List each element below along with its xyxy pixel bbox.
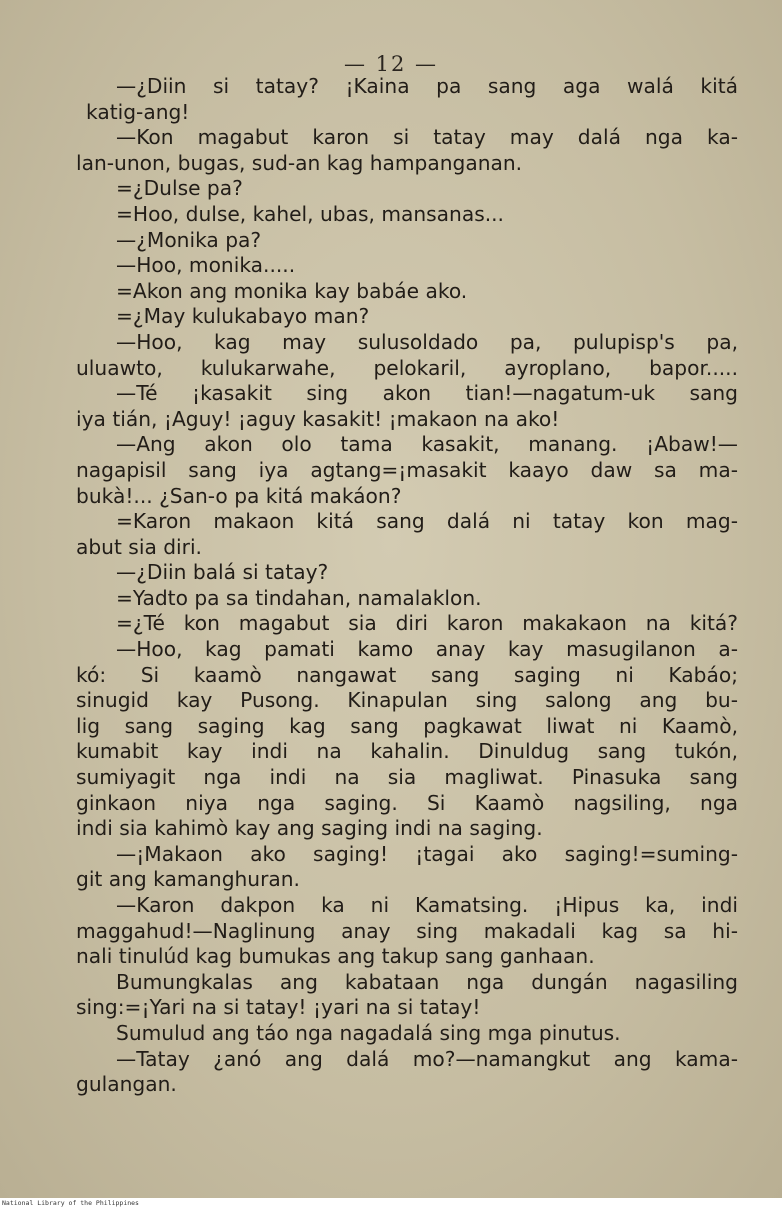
text-line: sinugid kay Pusong. Kinapulan sing salong ang bu- — [76, 688, 738, 713]
text-line: —¿Monika pa? — [116, 227, 262, 252]
text-line: —Té ¡kasakit sing akon tian!—nagatum-uk sang — [116, 381, 738, 406]
text-line: =¿Té kon magabut sia diri karon makakaon na kitá? — [116, 611, 738, 636]
text-line: sing:=¡Yari na si tatay! ¡yari na si tatay! — [76, 995, 481, 1020]
page-number: — 12 — — [343, 52, 439, 76]
text-line: =¿Dulse pa? — [116, 176, 243, 201]
library-credit: National Library of the Philippines — [2, 1199, 139, 1207]
text-line: =Karon makaon kitá sang dalá ni tatay kon mag- — [116, 509, 738, 534]
text-line: kumabit kay indi na kahalin. Dinuldug sang tukón, — [76, 739, 738, 764]
text-line: abut sia diri. — [76, 534, 202, 559]
text-line: —Ang akon olo tama kasakit, manang. ¡Abaw!— — [116, 432, 738, 457]
text-line: katig-ang! — [86, 99, 190, 124]
text-line: sumiyagit nga indi na sia magliwat. Pinasuka sang — [76, 765, 738, 790]
text-line: —¿Diin balá si tatay? — [116, 560, 329, 585]
body-text — [76, 74, 738, 1098]
text-line: Sumulud ang táo nga nagadalá sing mga pinutus. — [116, 1020, 621, 1045]
text-line: —¿Diin si tatay? ¡Kaina pa sang aga walá kitá — [116, 74, 738, 98]
text-line: bukà!... ¿San-o pa kitá makáon? — [76, 483, 402, 508]
text-line: =Hoo, dulse, kahel, ubas, mansanas... — [116, 201, 504, 226]
text-line: =¿May kulukabayo man? — [116, 304, 370, 329]
text-line: kó: Si kaamò nangawat sang saging ni Kabáo; — [76, 662, 738, 687]
text-line: —¡Makaon ako saging! ¡tagai ako saging!=suming- — [116, 841, 738, 866]
text-line: —Kon magabut karon si tatay may dalá nga ka- — [116, 125, 738, 150]
text-line: nali tinulúd kag bumukas ang takup sang ganhaan. — [76, 944, 595, 969]
text-line: gulangan. — [76, 1072, 177, 1097]
text-line: uluawto, kulukarwahe, pelokaril, ayroplano, bapor..... — [76, 355, 738, 380]
text-line: —Hoo, kag pamati kamo anay kay masugilanon a- — [116, 637, 738, 662]
text-line: Bumungkalas ang kabataan nga dungán nagasiling — [116, 969, 738, 994]
text-line: nagapisil sang iya agtang=¡masakit kaayo daw sa ma- — [76, 457, 738, 482]
text-line: maggahud!—Naglinung anay sing makadali kag sa hi- — [76, 918, 738, 943]
text-line: ginkaon niya nga saging. Si Kaamò nagsiling, nga — [76, 790, 738, 815]
text-line: lig sang saging kag sang pagkawat liwat ni Kaamò, — [76, 713, 738, 738]
text-line: —Hoo, kag may sulusoldado pa, pulupisp's pa, — [116, 329, 738, 354]
text-line: indi sia kahimò kay ang saging indi na saging. — [76, 816, 543, 841]
text-line: git ang kamanghuran. — [76, 867, 300, 892]
text-line: —Tatay ¿anó ang dalá mo?—namangkut ang kama- — [116, 1046, 738, 1071]
text-line: lan-unon, bugas, sud-an kag hampanganan. — [76, 150, 523, 175]
text-line: iya tián, ¡Aguy! ¡aguy kasakit! ¡makaon na ako! — [76, 406, 560, 431]
text-line: —Karon dakpon ka ni Kamatsing. ¡Hipus ka, indi — [116, 893, 738, 917]
text-line: =Yadto pa sa tindahan, namalaklon. — [116, 585, 482, 610]
text-line: =Akon ang monika kay babáe ako. — [116, 278, 468, 303]
text-line: —Hoo, monika..... — [116, 253, 296, 278]
